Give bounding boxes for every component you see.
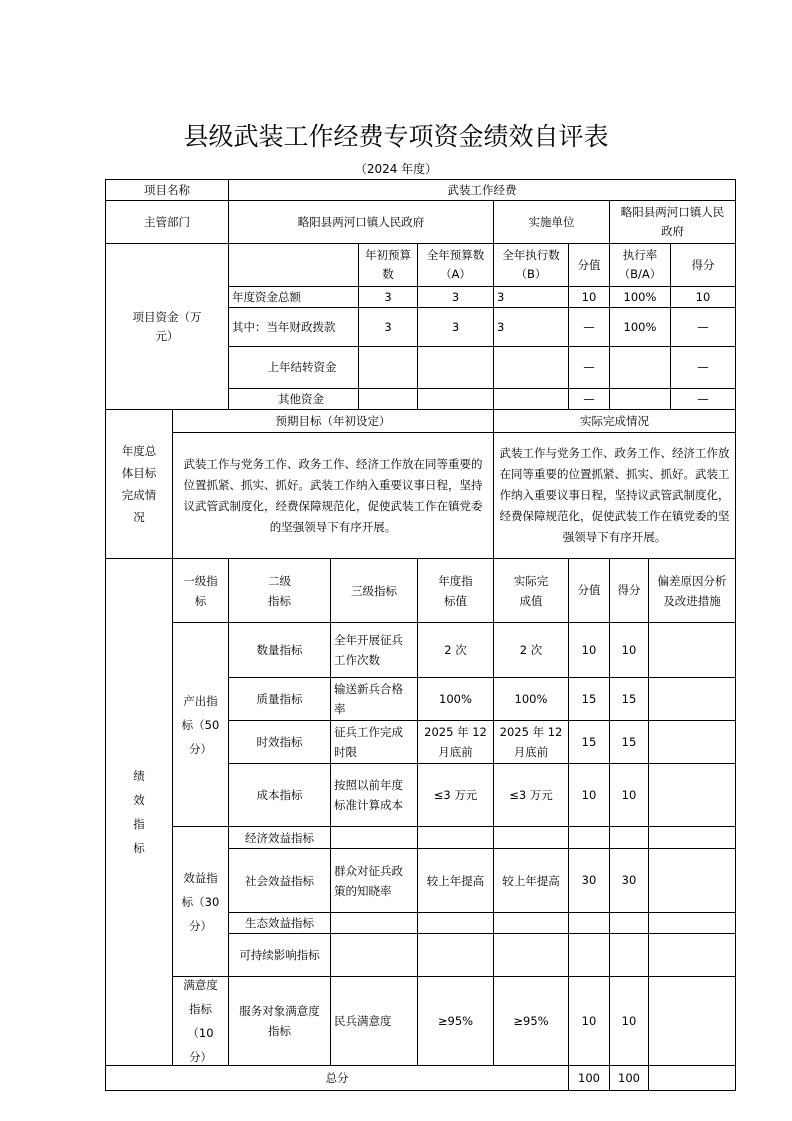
performance-header-5 (568, 558, 610, 623)
indicator-score-text: 15 (621, 734, 637, 749)
funds-cell-initial (358, 388, 418, 410)
department-value-text: 略阳县两河口镇人民政府 (297, 214, 425, 229)
indicator-actual (493, 677, 569, 721)
indicator-value (568, 848, 610, 913)
performance-header-2-text: 三级指标 (351, 583, 397, 598)
indicator-target-text: 2025 年 12 月底前 (424, 725, 487, 759)
funds-header-5 (670, 243, 736, 287)
department-value (228, 200, 494, 244)
funds-header-3-text: 分值 (577, 257, 601, 272)
indicator-level3-text: 征兵工作完成时限 (334, 725, 403, 759)
indicator-actual (493, 848, 569, 913)
performance-header-4 (493, 558, 569, 623)
indicator-target-text: ≤3 万元 (433, 788, 478, 802)
indicator-note (648, 763, 736, 827)
performance-section-label (105, 558, 173, 1066)
total-score-text: 100 (618, 1070, 640, 1085)
level1-indicator-1-text: 效益指标（30分） (181, 870, 220, 933)
indicator-score (609, 933, 649, 977)
funds-header-0-text: 年初预算数 (365, 248, 411, 281)
project-name-label-text: 项目名称 (144, 182, 190, 197)
indicator-target (417, 848, 494, 913)
indicator-level2-text: 经济效益指标 (245, 830, 314, 845)
total-value (568, 1065, 610, 1091)
funds-cell-score-text: — (697, 391, 709, 406)
funds-row-label (228, 388, 359, 410)
indicator-actual (493, 720, 569, 764)
level1-indicator-2-text: 满意度指标（10分） (183, 978, 218, 1064)
indicator-score (609, 976, 649, 1066)
funds-header-4-text: 执行率（B/A） (618, 248, 662, 281)
indicator-level3 (330, 933, 418, 977)
performance-header-1 (228, 558, 331, 623)
funds-cell-initial-text: 3 (384, 289, 392, 304)
indicator-value (568, 912, 610, 934)
indicator-target (417, 912, 494, 934)
indicator-target-text: ≥95% (437, 1014, 474, 1028)
funds-section-label (105, 243, 229, 410)
funds-cell-budget (417, 388, 494, 410)
funds-cell-score_value (568, 286, 610, 308)
indicator-level3-text: 民兵满意度 (334, 1014, 392, 1028)
indicator-score (609, 912, 649, 934)
indicator-value-text: 30 (581, 873, 597, 887)
funds-cell-exec (493, 307, 569, 347)
indicator-level3-text: 全年开展征兵工作次数 (334, 633, 403, 667)
page-subtitle-year: （2024 年度） (354, 162, 438, 176)
total-value-text: 100 (578, 1070, 600, 1085)
actual-completion-header-text: 实际完成情况 (580, 413, 649, 428)
funds-header-4 (609, 243, 671, 287)
indicator-level2-text: 可持续影响指标 (239, 948, 320, 962)
funds-cell-exec (493, 346, 569, 389)
indicator-value (568, 976, 610, 1066)
performance-header-0-text: 一级指标 (183, 573, 218, 608)
total-score (609, 1065, 649, 1091)
indicator-score (609, 763, 649, 827)
indicator-target-text: 2 次 (444, 643, 467, 657)
funds-cell-score_value-text: — (583, 391, 595, 406)
level1-indicator-0-text: 产出指标（50分） (181, 693, 220, 756)
indicator-level2 (228, 976, 331, 1066)
funds-cell-rate (609, 346, 671, 389)
page-title: 县级武装工作经费专项资金绩效自评表 (183, 122, 609, 151)
indicator-actual-text: ≥95% (513, 1014, 549, 1028)
funds-cell-rate-text: 100% (623, 319, 657, 334)
funds-cell-score_value (568, 346, 610, 389)
funds-header-2-text: 全年执行数（B） (502, 248, 560, 281)
indicator-score (609, 677, 649, 721)
indicator-level3 (330, 848, 418, 913)
funds-cell-rate (609, 286, 671, 308)
actual-completion-text-text: 武装工作与党务工作、政务工作、经济工作放在同等重要的位置抓紧、抓实、抓好。武装工作纳入重要议事日程，坚持议武管武制度化，经费保障规范化，促使武装工作在镇党委的坚强领导下有序开展。 (499, 446, 730, 544)
indicator-level2-text: 生态效益指标 (245, 916, 314, 930)
funds-row-label-text: 其中：当年财政拨款 (232, 319, 336, 334)
funds-cell-score-text: — (697, 360, 709, 374)
performance-header-4-text: 实际完成值 (513, 573, 549, 608)
indicator-value-text: 15 (581, 734, 597, 749)
indicator-level2-text: 质量指标 (256, 692, 303, 706)
indicator-actual (493, 826, 569, 849)
level1-indicator-2 (172, 976, 229, 1066)
funds-cell-score_value-text: — (583, 319, 595, 334)
indicator-level3-text: 按照以前年度标准计算成本 (334, 778, 403, 812)
funds-cell-rate (609, 388, 671, 410)
funds-cell-score_value-text: 10 (581, 289, 597, 304)
funds-cell-rate (609, 307, 671, 347)
performance-section-label-text: 绩效指标 (133, 769, 145, 855)
funds-cell-score (670, 286, 736, 308)
indicator-value-text: 10 (581, 787, 597, 802)
indicator-actual-text: 2 次 (519, 643, 543, 657)
funds-row-label-text: 上年结转资金 (267, 360, 337, 374)
indicator-actual-text: 100% (514, 692, 548, 706)
performance-header-0 (172, 558, 229, 623)
indicator-value (568, 622, 610, 678)
expected-goal-text-text: 武装工作与党务工作、政务工作、经济工作放在同等重要的位置抓紧、抓实、抓好。武装工作纳入重要议事日程，坚持议武管武制度化，经费保障规范化，促使武装工作在镇党委的坚强领导下有序开展。 (183, 456, 483, 534)
funds-row-label (228, 286, 359, 308)
indicator-level2 (228, 622, 331, 678)
funds-row-label (228, 346, 359, 389)
goals-section-label (105, 409, 173, 559)
indicator-level3 (330, 677, 418, 721)
indicator-note (648, 912, 736, 934)
funds-row-label-text: 其他资金 (278, 391, 324, 406)
funds-header-blank (228, 243, 359, 287)
funds-cell-score_value-text: — (583, 360, 595, 374)
funds-header-0 (358, 243, 418, 287)
indicator-score (609, 622, 649, 678)
indicator-note (648, 622, 736, 678)
funds-header-1 (417, 243, 494, 287)
indicator-level3 (330, 720, 418, 764)
indicator-target (417, 933, 494, 977)
indicator-level3 (330, 763, 418, 827)
performance-header-3-text: 年度指标值 (438, 573, 473, 608)
level1-indicator-0 (172, 622, 229, 827)
indicator-score (609, 720, 649, 764)
funds-header-2 (493, 243, 569, 287)
indicator-level2-text: 成本指标 (256, 788, 303, 802)
indicator-level3 (330, 826, 418, 849)
indicator-actual (493, 912, 569, 934)
indicator-level3 (330, 622, 418, 678)
indicator-score (609, 848, 649, 913)
funds-section-label-text: 项目资金（万元） (132, 309, 202, 343)
indicator-level2-text: 数量指标 (256, 643, 303, 657)
indicator-target-text: 100% (439, 692, 472, 706)
indicator-level2 (228, 933, 331, 977)
indicator-level2 (228, 912, 331, 934)
department-label-text: 主管部门 (144, 214, 190, 229)
funds-cell-score_value (568, 307, 610, 347)
performance-header-3 (417, 558, 494, 623)
indicator-note (648, 826, 736, 849)
indicator-actual (493, 622, 569, 678)
indicator-score (609, 826, 649, 849)
implementing-unit-value (609, 200, 736, 244)
indicator-score-text: 15 (621, 691, 637, 706)
funds-header-3 (568, 243, 610, 287)
funds-cell-budget (417, 346, 494, 389)
implementing-unit-value-text: 略阳县两河口镇人民政府 (620, 205, 725, 238)
expected-goal-header (172, 409, 494, 433)
performance-header-2 (330, 558, 418, 623)
funds-cell-budget-text: 3 (451, 319, 460, 334)
implementing-unit-label-text: 实施单位 (528, 214, 575, 229)
indicator-level2 (228, 848, 331, 913)
indicator-note (648, 976, 736, 1066)
indicator-target (417, 826, 494, 849)
funds-cell-score-text: 10 (695, 289, 711, 304)
project-name-value-text: 武装工作经费 (447, 182, 517, 197)
indicator-value-text: 10 (581, 642, 597, 657)
funds-cell-score_value (568, 388, 610, 410)
performance-header-6-text: 得分 (617, 583, 641, 597)
indicator-note (648, 677, 736, 721)
expected-goal-text (172, 432, 494, 559)
indicator-target (417, 677, 494, 721)
indicator-note (648, 720, 736, 764)
indicator-value (568, 720, 610, 764)
expected-goal-header-text: 预期目标（年初设定） (275, 413, 391, 428)
project-name-label (105, 179, 229, 201)
funds-row-label-text: 年度资金总额 (232, 289, 301, 304)
funds-cell-exec-text: 3 (497, 319, 505, 334)
indicator-level3 (330, 976, 418, 1066)
indicator-value (568, 826, 610, 849)
indicator-level3-text: 群众对征兵政策的知晓率 (334, 863, 403, 898)
funds-cell-initial (358, 286, 418, 308)
performance-header-1-text: 二级指标 (268, 573, 291, 608)
total-score-label-text: 总分 (325, 1070, 349, 1085)
total-score-label (105, 1065, 569, 1091)
funds-cell-score (670, 307, 736, 347)
indicator-level2 (228, 826, 331, 849)
funds-cell-budget-text: 3 (451, 289, 460, 304)
funds-header-5-text: 得分 (691, 257, 715, 272)
funds-cell-score (670, 346, 736, 389)
performance-header-7-text: 偏差原因分析及改进措施 (657, 573, 727, 608)
indicator-level2 (228, 677, 331, 721)
level1-indicator-1 (172, 826, 229, 977)
indicator-target (417, 720, 494, 764)
funds-cell-exec (493, 388, 569, 410)
funds-cell-exec-text: 3 (497, 289, 505, 304)
performance-header-6 (609, 558, 649, 623)
indicator-level3-text: 输送新兵合格率 (334, 682, 403, 716)
funds-cell-budget (417, 307, 494, 347)
funds-cell-score-text: — (697, 319, 709, 334)
funds-cell-budget (417, 286, 494, 308)
indicator-value-text: 10 (581, 1013, 597, 1028)
project-name-value (228, 179, 736, 201)
indicator-level3 (330, 912, 418, 934)
department-label (105, 200, 229, 244)
funds-header-1-text: 全年预算数（A） (426, 248, 485, 281)
indicator-note (648, 933, 736, 977)
indicator-target (417, 622, 494, 678)
total-note (648, 1065, 736, 1091)
indicator-actual (493, 763, 569, 827)
indicator-level2 (228, 763, 331, 827)
goals-section-label-text: 年度总体目标完成情况 (121, 444, 157, 524)
indicator-value-text: 15 (581, 691, 597, 706)
funds-cell-initial (358, 346, 418, 389)
actual-completion-header (493, 409, 736, 433)
indicator-target-text: 较上年提高 (426, 873, 485, 888)
indicator-value (568, 677, 610, 721)
funds-cell-initial-text: 3 (384, 319, 392, 334)
funds-row-label (228, 307, 359, 347)
indicator-level2-text: 时效指标 (256, 735, 303, 749)
implementing-unit-label (493, 200, 610, 244)
funds-cell-exec (493, 286, 569, 308)
indicator-level2-text: 服务对象满意度指标 (239, 1004, 320, 1038)
indicator-actual (493, 976, 569, 1066)
indicator-value (568, 933, 610, 977)
indicator-actual-text: 2025 年 12 月底前 (499, 725, 563, 759)
indicator-actual-text: ≤3 万元 (509, 788, 553, 802)
indicator-score-text: 10 (621, 787, 637, 802)
indicator-level2 (228, 720, 331, 764)
indicator-value (568, 763, 610, 827)
indicator-target (417, 763, 494, 827)
funds-cell-initial (358, 307, 418, 347)
indicator-actual-text: 较上年提高 (502, 873, 560, 888)
indicator-score-text: 30 (621, 873, 637, 887)
actual-completion-text (493, 432, 736, 559)
funds-cell-rate-text: 100% (623, 289, 657, 304)
funds-cell-score (670, 388, 736, 410)
indicator-actual (493, 933, 569, 977)
indicator-note (648, 848, 736, 913)
indicator-level2-text: 社会效益指标 (245, 873, 314, 888)
indicator-target (417, 976, 494, 1066)
performance-header-7 (648, 558, 736, 623)
indicator-score-text: 10 (621, 642, 637, 657)
indicator-score-text: 10 (621, 1013, 637, 1028)
performance-header-5-text: 分值 (577, 583, 601, 597)
